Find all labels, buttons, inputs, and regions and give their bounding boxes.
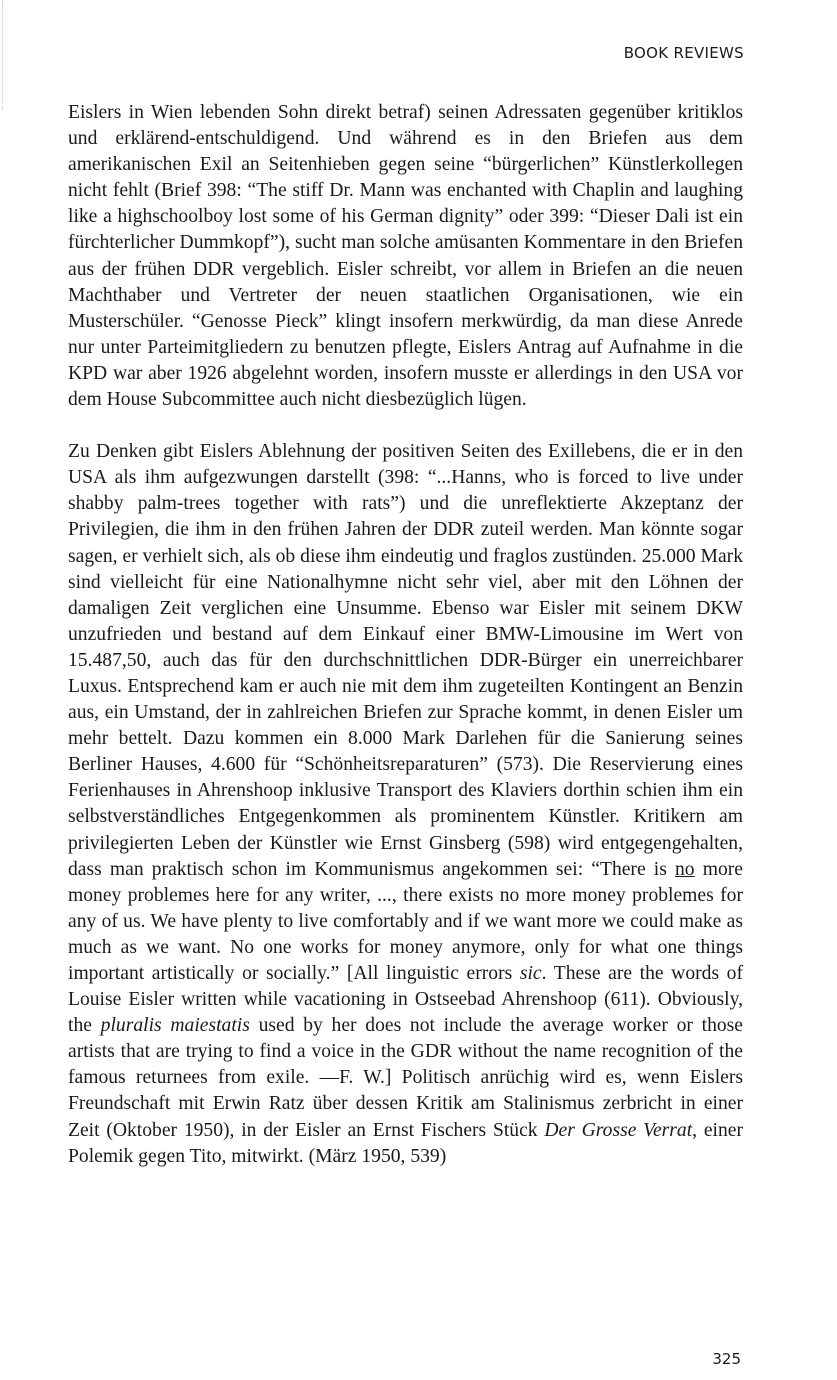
running-head: BOOK REVIEWS — [623, 44, 744, 62]
text-segment: , einer Polemik gegen Tito, mitwirkt. (März 1950, 539) — [68, 1119, 743, 1167]
text-segment: pluralis maiestatis — [100, 1015, 250, 1037]
review-body-text — [68, 100, 743, 1170]
paragraph-1 — [68, 100, 743, 413]
text-segment: used by her does not include the average worker or those artists that are trying to find a voice in the GDR without the name recognition of the famous returnees from exile. —F. W.] Politisch anrüchig wird es, wenn Eislers Freundschaft mit Erwin Ratz über dessen Kritik am Stalinismus zerbricht in einer Zeit (Oktober 1950), in der Eisler an Ernst Fischers Stück — [68, 1015, 743, 1141]
text-segment: no — [675, 858, 695, 880]
text-segment: Eislers in Wien lebenden Sohn direkt betraf) seinen Adressaten gegenüber kritiklos und erklärend-entschuldigend. Und während es in den Briefen aus dem amerikanischen Exil an Seitenhieben gegen seine “bürgerlichen” Künstlerkollegen nicht fehlt (Brief 398: “The stiff Dr. Mann was enchanted with Chaplin and laughing like a highschoolboy lost some of his German dignity” oder 399: “Dieser Dali ist ein fürchterlicher Dummkopf”), sucht man solche amüsanten Kommentare in den Briefen aus der frühen DDR vergeblich. Eisler schreibt, vor allem in Briefen an die neuen Machthaber und Vertreter der neuen staatlichen Organisationen, wie ein Musterschüler. “Genosse Pieck” klingt insofern merkwürdig, da man diese Anrede nur unter Parteimitgliedern zu benutzen pflegte, Eislers Antrag auf Aufnahme in die KPD war aber 1926 abgelehnt worden, insofern musste er allerdings in den USA vor dem House Subcommittee auch nicht diesbezüglich lügen. — [68, 102, 743, 411]
text-segment: . These are the words of Louise Eisler written while vacationing in Ostseebad Ahrenshoop (611). Obviously, the — [68, 963, 743, 1037]
scan-edge-marks — [2, 0, 5, 110]
text-segment: Der Grosse Verrat — [544, 1119, 693, 1141]
text-segment: more money problemes here for any writer, ..., there exists no more money problemes for any of us. We have plenty to live comfortably and if we want more we could make as much as we want. No one works for money anymore, only for what one things important artistically or socially.” [All linguistic errors — [68, 858, 743, 984]
page-number: 325 — [712, 1350, 741, 1368]
text-segment: sic — [519, 963, 542, 984]
paragraph-2 — [68, 439, 743, 1170]
text-segment: Zu Denken gibt Eislers Ablehnung der positiven Seiten des Exillebens, die er in den USA als ihm aufgezwungen darstellt (398: “...Hanns, who is forced to live under shabby palm-trees together with rats”) und die unreflektierte Akzeptanz der Privilegien, die ihm in den frühen Jahren der DDR zuteil werden. Man könnte sogar sagen, er verhielt sich, als ob diese ihm eindeutig und fraglos zustünden. 25.000 Mark sind vielleicht für eine Nationalhymne nicht sehr viel, aber mit den Löhnen der damaligen Zeit verglichen eine Unsumme. Ebenso war Eisler mit seinem DKW unzufrieden und bestand auf dem Einkauf einer BMW-Limousine im Wert von 15.487,50, auch das für den durchschnittlichen DDR-Bürger ein unerreichbarer Luxus. Entsprechend kam er auch nie mit dem ihm zugeteilten Kontingent an Benzin aus, ein Umstand, der in zahlreichen Briefen zur Sprache kommt, in denen Eisler um mehr bettelt. Dazu kommen ein 8.000 Mark Darlehen für die Sanierung seines Berliner Hauses, 4.600 für “Schönheitsreparaturen” (573). Die Reservierung eines Ferienhauses in Ahrenshoop inklusive Transport des Klaviers dorthin schien ihm ein selbstverständliches Entgegenkommen als prominentem Künstler. Kritikern am privilegierten Leben der Künstler wie Ernst Ginsberg (598) wird entgegengehalten, dass man praktisch schon im Kommunismus angekommen sei: “There is — [68, 441, 743, 880]
